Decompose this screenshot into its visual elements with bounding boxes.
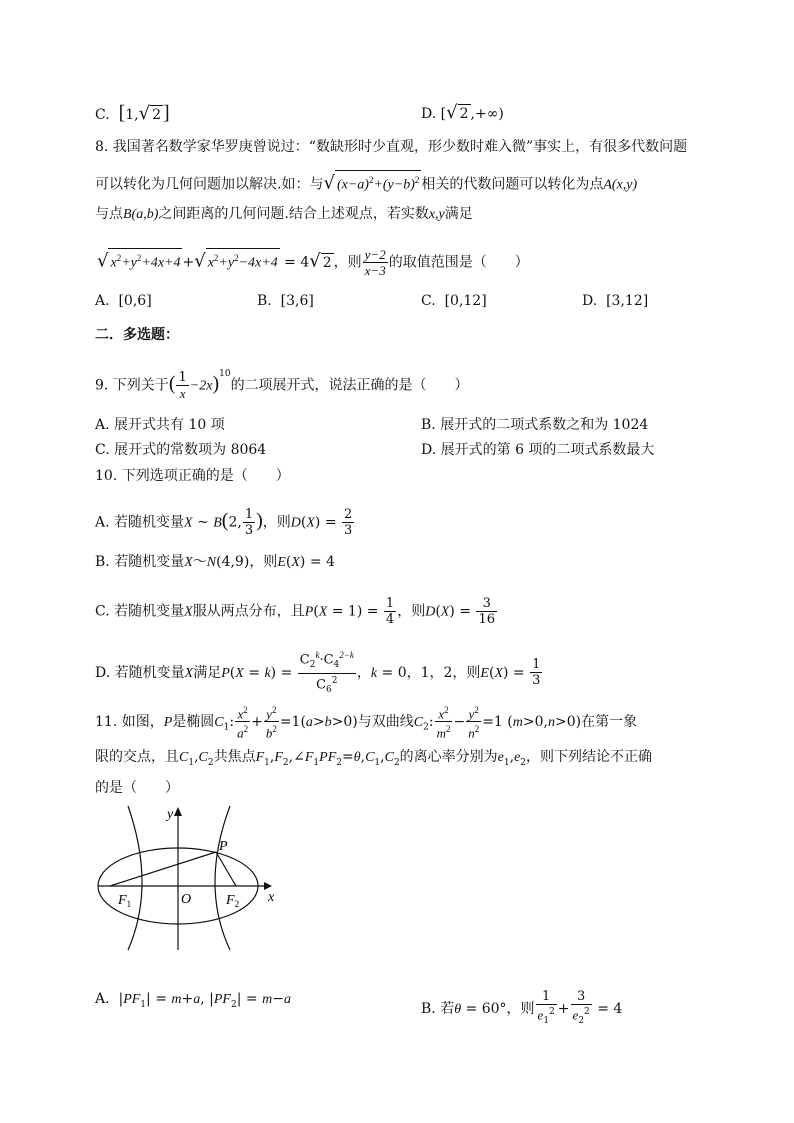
- sqrt-icon: √: [323, 172, 335, 194]
- fraction: $\frac{1}{x}$: [178, 370, 187, 401]
- fraction: $\frac{y-2}{x-3}$: [364, 247, 386, 278]
- text: 11. 如图，: [95, 713, 164, 730]
- text: 满足: [193, 664, 222, 681]
- q10-stem: 10. 下列选项正确的是（ ）: [95, 468, 290, 484]
- text: A. 若随机变量: [95, 514, 185, 531]
- option-label: B. 若: [421, 1000, 455, 1017]
- q10-option-d: D. 若随机变量X满足P(X = k) = $\frac{C_2^k\cdot C_4^{2-k}}{C_6^2}$ ，k = 0，1，2，则E(X) = $\frac{1}{3}$: [95, 648, 543, 698]
- math: 1,: [125, 107, 139, 123]
- math: B(a,b): [123, 207, 159, 222]
- q11-line2: 限的交点，且$C_1,C_2$共焦点$F_1,F_2,\angle F_1PF_2=\theta,C_1,C_2$的离心率分别为$e_1,e_2$，则下列结论不正确: [95, 749, 653, 768]
- math: 2: [322, 254, 332, 271]
- math: $x^2+y^2-4x+4$: [206, 248, 280, 273]
- f2-letter: F: [226, 893, 235, 908]
- ellipse-hyperbola-figure: [92, 800, 292, 960]
- paren: (: [168, 372, 176, 395]
- text: ，则下列结论不正确: [526, 749, 653, 765]
- fraction: $\frac{3}{e_2^2}$: [572, 989, 590, 1026]
- text: 的二项展开式，说法正确的是（ ）: [230, 377, 469, 394]
- text: ，则: [397, 603, 426, 620]
- x-label: x: [268, 890, 275, 905]
- text: 的离心率分别为: [399, 749, 498, 765]
- option-text: [3,12]: [606, 293, 649, 309]
- q9-stem: 9. 下列关于( $\frac{1}{x}$ −2x)$^{10}$的二项展开式，说法正确的是（ ）: [95, 368, 469, 401]
- option-label: B.: [257, 293, 272, 309]
- fraction: $\frac{x^2}{a^2}$: [237, 705, 249, 741]
- bracket: [: [118, 102, 126, 124]
- x-axis-arrow-icon: [264, 882, 272, 890]
- text: ，: [356, 664, 371, 681]
- q9-option-c: C. 展开式的常数项为 8064: [95, 442, 267, 458]
- q8-option-a: [95, 291, 152, 311]
- option-label: A.: [95, 293, 110, 309]
- math: 2: [459, 106, 469, 122]
- text: ，则: [506, 1000, 535, 1017]
- sqrt-icon: √: [194, 250, 206, 272]
- text: 在第一象: [581, 713, 638, 730]
- sqrt-icon: √: [446, 102, 458, 123]
- q11-stem: 11. 如图，P是椭圆$C_1$: $\frac{x^2}{a^2}$ + $\frac{y^2}{b^2}$ =1(a>b>0)与双曲线$C_2$: $\frac{x^2}{m^2}$ − $\frac{y^2}{n^2}$ =1 (m>0,n>0)在第一象: [95, 705, 638, 741]
- q10-option-c: C. 若随机变量X服从两点分布，且P(X = 1) = $\frac{1}{4}$ ，则D(X) = $\frac{3}{16}$: [95, 596, 495, 627]
- text: ，则: [262, 514, 291, 531]
- bracket: ]: [163, 102, 170, 124]
- fraction: $\frac{y^2}{n^2}$: [468, 705, 480, 741]
- f1-letter: F: [118, 893, 127, 908]
- q10-option-a: A. 若随机变量X ~ B(2, $\frac{1}{3}$ )，则D(X) = $\frac{2}{3}$: [95, 507, 353, 538]
- y-axis-arrow-icon: [174, 807, 182, 816]
- q11-option-b: B. 若θ = 60°，则 $\frac{1}{e_1^2}$ + $\frac{3}{e_2^2}$ = 4: [421, 989, 622, 1029]
- text: 相关的代数问题可以转化为点: [421, 176, 604, 193]
- fraction: $\frac{1}{3}$: [532, 657, 541, 689]
- text: 与双曲线: [357, 713, 414, 730]
- fraction: $\frac{x^2}{m^2}$: [436, 705, 451, 741]
- text: 限的交点，且: [95, 749, 179, 765]
- text: 9. 下列关于: [95, 377, 169, 394]
- fraction: $\frac{1}{e_1^2}$: [537, 989, 555, 1026]
- math: x,y: [428, 207, 445, 222]
- f1-subscript: 1: [126, 899, 132, 909]
- fraction: $\frac{C_2^k\cdot C_4^{2-k}}{C_6^2}$: [299, 650, 354, 695]
- option-text: [3,6]: [280, 293, 314, 309]
- fraction: $\frac{1}{3}$: [244, 507, 254, 538]
- f1-label: [117, 893, 131, 909]
- q9-option-d: D. 展开式的第 6 项的二项式系数最大: [421, 442, 655, 458]
- fraction: $\frac{y^2}{b^2}$: [265, 705, 277, 741]
- math: $(x-a)^2+(y-b)^2$: [335, 170, 421, 195]
- text: 的取值范围是（ ）: [388, 254, 529, 271]
- option-label: D.: [582, 293, 598, 309]
- q7-option-c: [95, 103, 170, 125]
- text: C. 若随机变量: [95, 603, 185, 620]
- q9-option-a: A. 展开式共有 10 项: [95, 417, 225, 433]
- q8-option-b: [257, 291, 314, 311]
- sqrt-icon: √: [309, 250, 321, 272]
- option-label: C.: [95, 107, 110, 123]
- paren: ): [212, 372, 220, 395]
- text: 与点: [95, 206, 123, 222]
- q8-option-d: [582, 291, 648, 311]
- option-label: A.: [95, 991, 110, 1007]
- text: 服从两点分布，且: [192, 603, 305, 620]
- section-title: 二．多选题：: [95, 327, 179, 343]
- fraction: $\frac{2}{3}$: [344, 507, 353, 538]
- option-label: D.: [421, 106, 437, 122]
- text: D. 若随机变量: [95, 664, 185, 681]
- text: 共焦点: [213, 749, 256, 765]
- fraction: $\frac{3}{16}$: [478, 596, 495, 627]
- q11-line3: 的是（ ）: [95, 780, 179, 796]
- text: 可以转化为几何问题加以解决.如：与: [95, 176, 324, 193]
- option-text: [0,12]: [444, 293, 487, 309]
- origin-label: O: [181, 892, 192, 907]
- q10-option-b: B. 若随机变量X～N(4,9)，则E(X) = 4: [95, 554, 335, 570]
- text: ，则: [249, 554, 278, 570]
- fraction: $\frac{1}{4}$: [385, 596, 395, 627]
- f2-label: [225, 893, 239, 909]
- math: $x^2+y^2+4x+4$: [108, 248, 182, 273]
- y-label: y: [167, 807, 174, 822]
- q11-option-a: A. $|PF_1| = m+a$, $|PF_2| = m-a$: [95, 991, 291, 1010]
- q8-line4: √ $x^2+y^2+4x+4$ +√ $x^2+y^2-4x+4 = 4√$ 2 ，则 $\frac{y-2}{x-3}$ 的取值范围是（ ）: [97, 247, 529, 278]
- q7-option-d: D. [√ 2 ,+∞): [421, 102, 504, 123]
- q9-option-b: B. 展开式的二项式系数之和为 1024: [421, 417, 649, 433]
- text: B. 若随机变量: [95, 554, 185, 570]
- sqrt-icon: √: [97, 250, 109, 272]
- text: 满足: [444, 206, 473, 222]
- q8-option-c: [421, 291, 487, 311]
- segment-pf2: [216, 852, 236, 886]
- math: 2: [152, 107, 162, 123]
- math: A(x,y): [603, 177, 638, 193]
- option-text: [0,6]: [118, 293, 152, 309]
- q8-line2: [95, 170, 637, 196]
- text: ，则: [452, 664, 481, 681]
- text: 是椭圆: [172, 713, 215, 730]
- q8-line1: 8. 我国著名数学家华罗庚曾说过：“数缺形时少直观，形少数时难入微”事实上，有很多代数问题: [95, 139, 688, 155]
- point-p-label: P: [219, 839, 228, 854]
- q8-line3: [95, 204, 473, 225]
- text: ，则: [333, 254, 362, 271]
- sqrt-icon: √: [138, 103, 151, 124]
- text: 之间距离的几何问题.结合上述观点，若实数: [158, 206, 429, 222]
- hyperbola-right-branch: [215, 806, 230, 950]
- option-label: C.: [421, 293, 436, 309]
- f2-subscript: 2: [234, 899, 240, 909]
